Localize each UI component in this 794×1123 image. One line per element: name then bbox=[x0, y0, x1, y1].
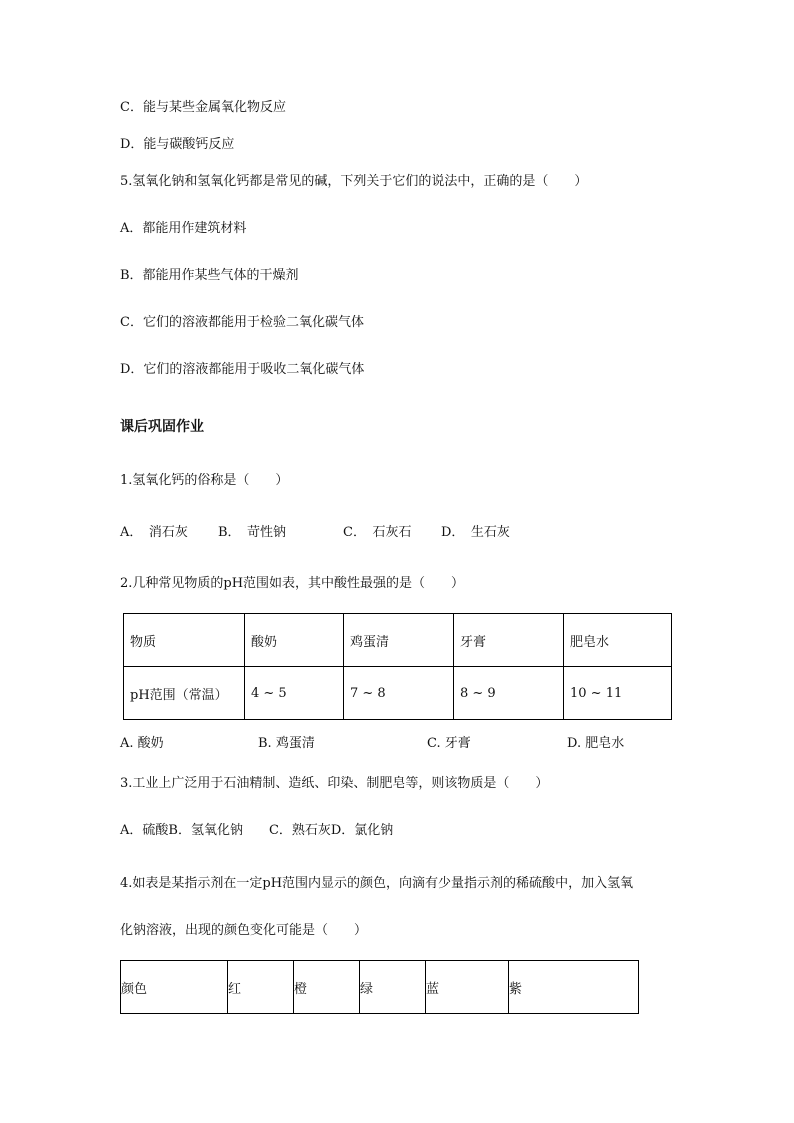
ph-table-row bbox=[124, 667, 672, 720]
q5-option-c: C．它们的溶液都能用于检验二氧化碳气体 bbox=[120, 315, 364, 330]
color-table-cell: 颜色 bbox=[121, 961, 228, 1014]
color-table-row bbox=[121, 961, 639, 1014]
ph-table-cell: 酸奶 bbox=[245, 614, 344, 667]
ph-table-cell: 肥皂水 bbox=[564, 614, 672, 667]
q5-option-a: A．都能用作建筑材料 bbox=[120, 221, 247, 236]
color-table-cell: 紫 bbox=[509, 961, 639, 1014]
q5-option-d: D．它们的溶液都能用于吸收二氧化碳气体 bbox=[120, 362, 365, 377]
h4-stem-line1: 4.如表是某指示剂在一定pH范围内显示的颜色，向滴有少量指示剂的稀硫酸中，加入氢氧 bbox=[120, 876, 634, 891]
h3-stem: 3.工业上广泛用于石油精制、造纸、印染、制肥皂等，则该物质是（ ） bbox=[120, 776, 549, 791]
ph-table-cell: 物质 bbox=[124, 614, 245, 667]
ph-table-cell: 8 ~ 9 bbox=[454, 667, 564, 720]
ph-table-header-row bbox=[124, 614, 672, 667]
ph-table-cell: 4 ~ 5 bbox=[245, 667, 344, 720]
color-table-cell: 蓝 bbox=[426, 961, 509, 1014]
h2-option-a: A. 酸奶 bbox=[120, 736, 164, 751]
h1-option-c: C． 石灰石 bbox=[343, 525, 412, 540]
ph-table-cell: pH范围（常温） bbox=[124, 667, 245, 720]
q4-option-c: C．能与某些金属氧化物反应 bbox=[120, 100, 286, 115]
h3-options: A．硫酸B．氢氧化钠 C．熟石灰D．氯化钠 bbox=[120, 823, 394, 838]
ph-table bbox=[123, 613, 672, 720]
ph-table-cell: 10 ~ 11 bbox=[564, 667, 672, 720]
h1-option-a: A． 消石灰 bbox=[120, 525, 188, 540]
h1-option-d: D． 生石灰 bbox=[441, 525, 510, 540]
color-table-cell: 红 bbox=[228, 961, 294, 1014]
q5-option-b: B．都能用作某些气体的干燥剂 bbox=[120, 268, 299, 283]
ph-table-cell: 牙膏 bbox=[454, 614, 564, 667]
color-table-cell: 绿 bbox=[360, 961, 426, 1014]
h4-stem-line2: 化钠溶液，出现的颜色变化可能是（ ） bbox=[120, 923, 368, 938]
color-table bbox=[120, 960, 639, 1014]
q4-option-d: D．能与碳酸钙反应 bbox=[120, 137, 235, 152]
h2-option-d: D. 肥皂水 bbox=[567, 736, 625, 751]
ph-table-cell: 7 ~ 8 bbox=[344, 667, 454, 720]
section-title: 课后巩固作业 bbox=[120, 419, 204, 435]
h2-option-c: C. 牙膏 bbox=[427, 736, 471, 751]
h1-stem: 1.氢氧化钙的俗称是（ ） bbox=[120, 473, 289, 488]
h2-stem: 2.几种常见物质的pH范围如表，其中酸性最强的是（ ） bbox=[120, 576, 465, 591]
q5-stem: 5.氢氧化钠和氢氧化钙都是常见的碱，下列关于它们的说法中，正确的是（ ） bbox=[120, 174, 588, 189]
h1-option-b: B． 苛性钠 bbox=[218, 525, 287, 540]
color-table-cell: 橙 bbox=[294, 961, 360, 1014]
h2-option-b: B. 鸡蛋清 bbox=[258, 736, 315, 751]
ph-table-cell: 鸡蛋清 bbox=[344, 614, 454, 667]
